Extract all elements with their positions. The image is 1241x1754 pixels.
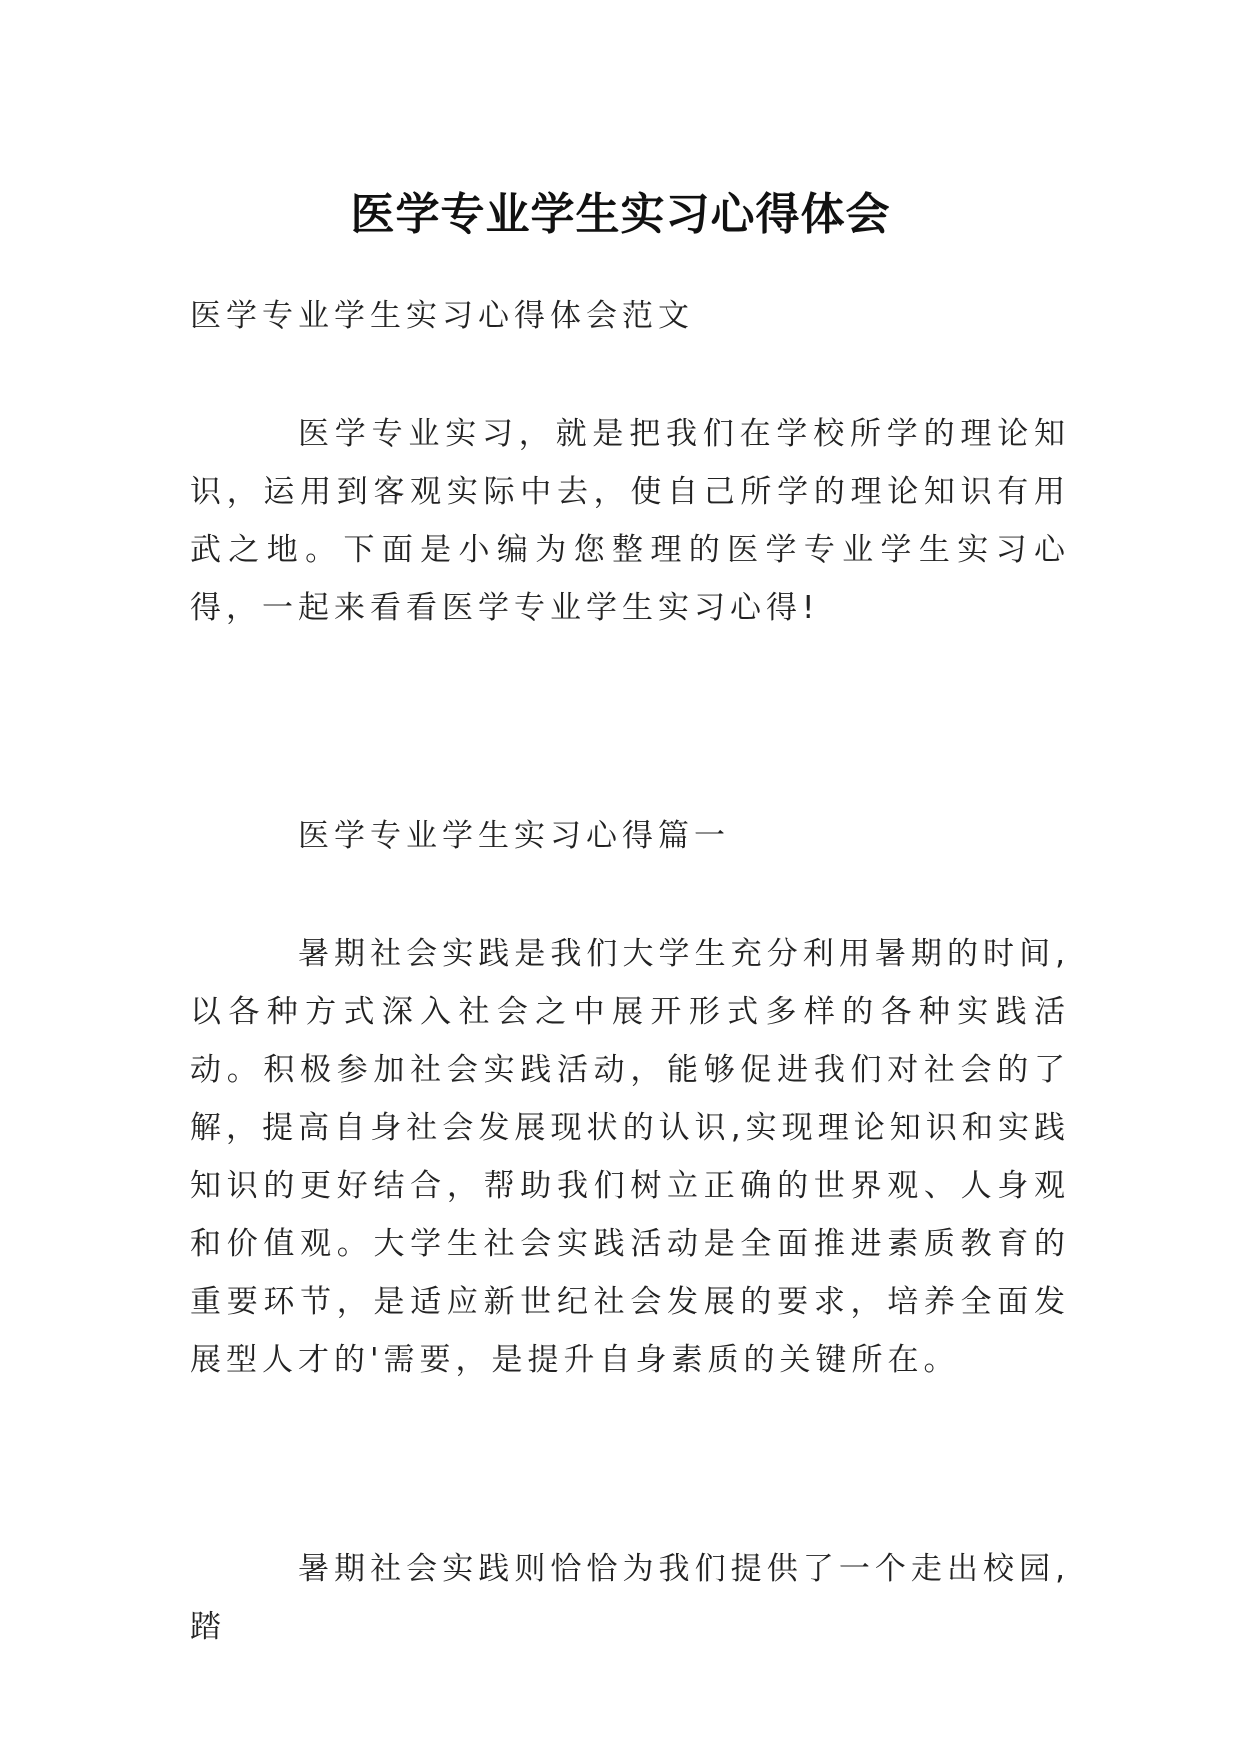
document-subtitle: 医学专业学生实习心得体会范文	[190, 298, 694, 334]
section-heading: 医学专业学生实习心得篇一	[298, 818, 730, 854]
body-paragraph-2: 暑期社会实践则恰恰为我们提供了一个走出校园,踏	[190, 1551, 1070, 1645]
document-title: 医学专业学生实习心得体会	[350, 189, 891, 241]
intro-paragraph: 医学专业实习，就是把我们在学校所学的理论知识，运用到客观实际中去，使自己所学的理论知识有用武之地。下面是小编为您整理的医学专业学生实习心得，一起来看看医学专业学生实习心得!	[190, 416, 1070, 626]
body-paragraph-1: 暑期社会实践是我们大学生充分利用暑期的时间,以各种方式深入社会之中展开形式多样的各种实践活动。积极参加社会实践活动，能够促进我们对社会的了解，提高自身社会发展现状的认识,实现理论知识和实践知识的更好结合，帮助我们树立正确的世界观、人身观和价值观。大学生社会实践活动是全面推进素质教育的重要环节，是适应新世纪社会发展的要求，培养全面发展型人才的'需要，是提升自身素质的关键所在。	[190, 936, 1070, 1378]
